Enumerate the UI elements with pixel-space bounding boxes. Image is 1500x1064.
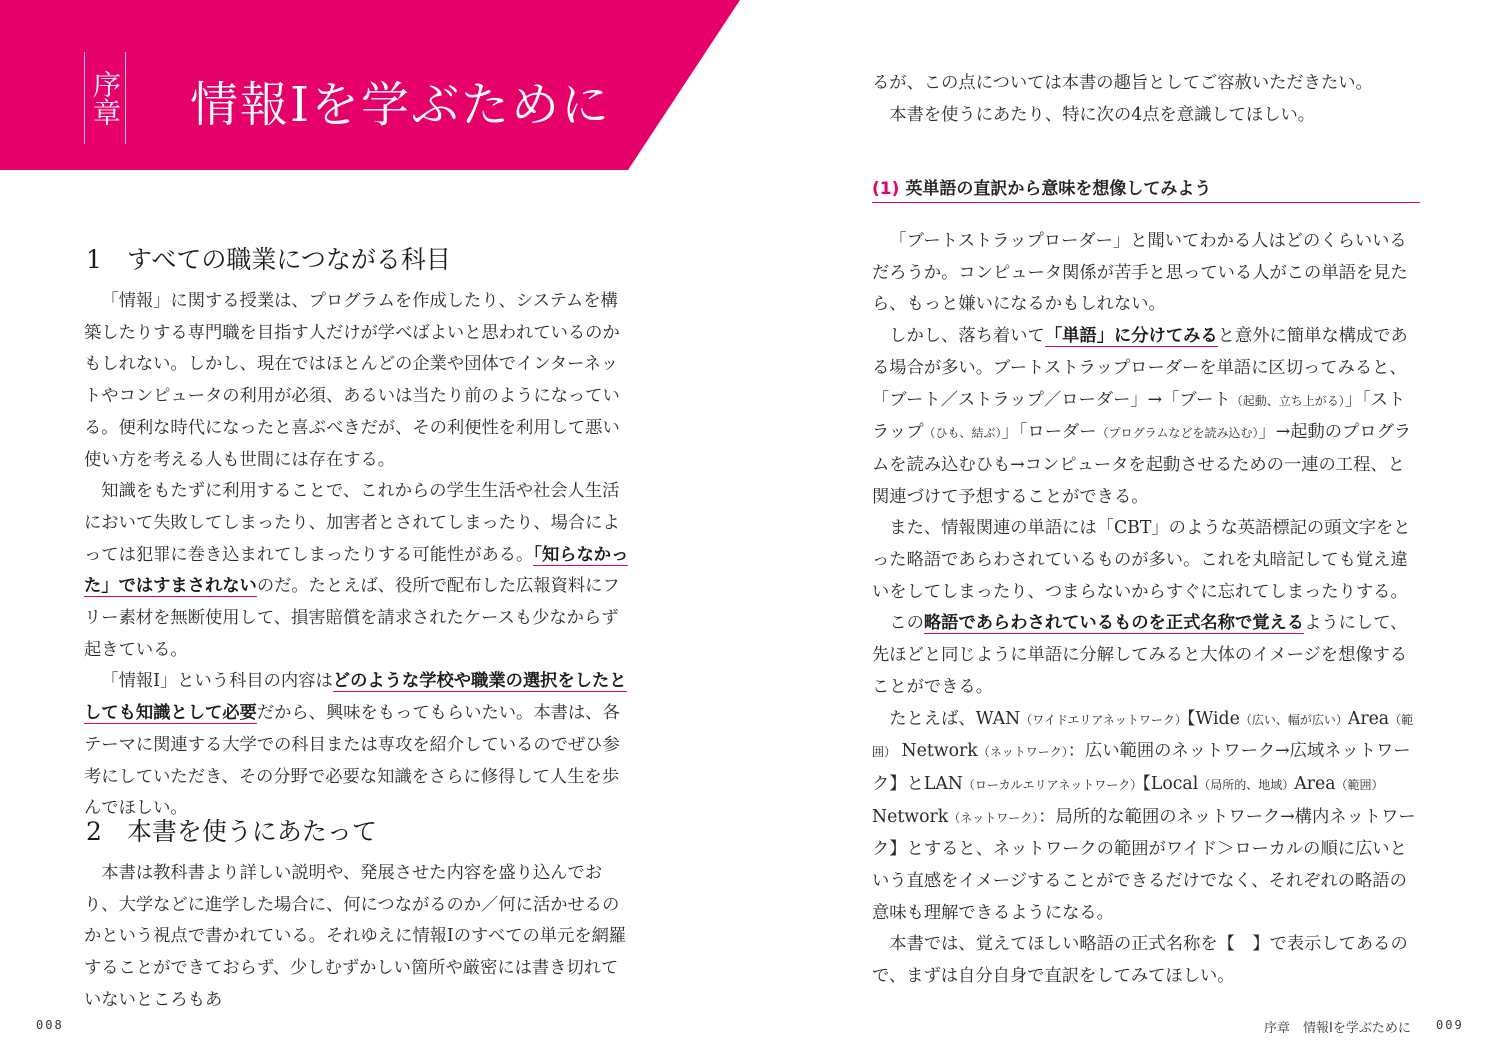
chapter-label: 序章 bbox=[84, 52, 126, 144]
section-heading-2: 2 本書を使うにあたって bbox=[86, 817, 377, 846]
sub-heading bbox=[872, 174, 1420, 203]
paragraph: 「情報」に関する授業は、プログラムを作成したり、システムを構築したりする専門職を目指す人だけが学べばよいと思われているのかもしれない。しかし、現在ではほとんどの企業や団体でインターネットやコンピュータの利用が必須、あるいは当たり前のようになっている。便利な時代になったと喜ぶべきだが、その利便性を利用して悪い使い方を考える人も世間には存在する。 bbox=[84, 291, 620, 470]
emphasis: 略語であらわされているものを正式名称で覚える bbox=[923, 613, 1305, 634]
paragraph: しかし、落ち着いて「単語」に分けてみると意外に簡単な構成である場合が多い。ブートストラップローダーを単語に区切ってみると、「ブート／ストラップ／ローダー」→「ブート（起動、立ち上がる）」「ストラップ（ひも、結ぶ）」「ローダー（プログラムなどを読み込む）」→起動のプログラムを読み込むひも→コンピュータを起動させるための一連の工程、と関連づけて予想することができる。 bbox=[872, 326, 1412, 507]
section-1-body bbox=[84, 286, 632, 825]
paragraph: 本書では、覚えてほしい略語の正式名称を【 】で表示してあるので、まずは自分自身で直訳をしてみてほしい。 bbox=[872, 934, 1408, 987]
section-2-body bbox=[84, 858, 632, 1017]
continuation-body bbox=[872, 68, 1420, 131]
sub-heading-text: 英単語の直訳から意味を想像してみよう bbox=[905, 179, 1212, 199]
paragraph: また、情報関連の単語には「CBT」のような英語標記の頭文字をとった略語であらわされているものが多い。これを丸暗記しても覚え違いをしてしまったり、つまらないからすぐに忘れてしまったりする。 bbox=[872, 518, 1411, 602]
emphasis: 「単語」に分けてみる bbox=[1044, 326, 1218, 347]
sub-section-body bbox=[872, 226, 1420, 993]
paragraph: 「情報Ⅰ」という科目の内容はどのような学校や職業の選択をしたとしても知識として必要だから、興味をもってもらいたい。本書は、各テーマに関連する大学での科目または専攻を紹介しているのでぜひ参考にしていただき、その分野で必要な知識をさらに修得して人生を歩んでほしい。 bbox=[84, 671, 627, 819]
paragraph: 本書は教科書より詳しい説明や、発展させた内容を盛り込んでおり、大学などに進学した場合に、何につながるのか／何に活かせるのかという視点で書かれている。それゆえに情報Ⅰのすべての単元を網羅することができておらず、少しむずかしい箇所や厳密には書き切れていないところもあ bbox=[84, 863, 627, 1010]
paragraph: 本書を使うにあたり、特に次の4点を意識してほしい。 bbox=[889, 104, 1316, 125]
paragraph: たとえば、WAN（ワイドエリアネットワーク）【Wide（広い、幅が広い）Area（範囲） Network（ネットワーク）：広い範囲のネットワーク→広域ネットワーク】とLAN（ローカルエリアネットワーク）【Local（局所的、地域）Area（範囲） Network（ネットワーク）：局所的な範囲のネットワーク→構内ネットワーク】とすると、ネットワークの範囲がワイド＞ローカルの順に広いという直感をイメージすることができるだけでなく、それぞれの略語の意味も理解できるようになる。 bbox=[872, 708, 1416, 923]
emphasis: 「知らなかった」ではすまされない bbox=[84, 544, 629, 597]
page-number-right: 009 bbox=[1436, 1018, 1464, 1032]
chapter-title: 情報Ⅰを学ぶために bbox=[190, 77, 611, 133]
paragraph: るが、この点については本書の趣旨としてご容赦いただきたい。 bbox=[872, 73, 1373, 93]
running-head: 序章 情報Ⅰを学ぶために bbox=[1264, 1021, 1411, 1036]
page-number-left: 008 bbox=[36, 1018, 64, 1032]
paragraph: 「ブートストラップローダー」と聞いてわかる人はどのくらいいるだろうか。コンピュータ関係が苦手と思っている人がこの単語を見たら、もっと嫌いになるかもしれない。 bbox=[872, 231, 1408, 315]
emphasis: どのような学校や職業の選択をしたとしても知識として必要 bbox=[84, 671, 627, 724]
sub-heading-number: (1) bbox=[872, 179, 900, 199]
section-heading-1: 1 すべての職業につながる科目 bbox=[86, 245, 451, 274]
paragraph: 知識をもたずに利用することで、これからの学生生活や社会人生活において失敗してしまったり、加害者とされてしまったり、場合によっては犯罪に巻き込まれてしまったりする可能性がある。「知らなかった」ではすまされないのだ。たとえば、役所で配布した広報資料にフリー素材を無断使用して、損害賠償を請求されたケースも少なからず起きている。 bbox=[84, 481, 629, 660]
paragraph: この略語であらわされているものを正式名称で覚えるようにして、先ほどと同じように単語に分解してみると大体のイメージを想像することができる。 bbox=[872, 613, 1408, 697]
